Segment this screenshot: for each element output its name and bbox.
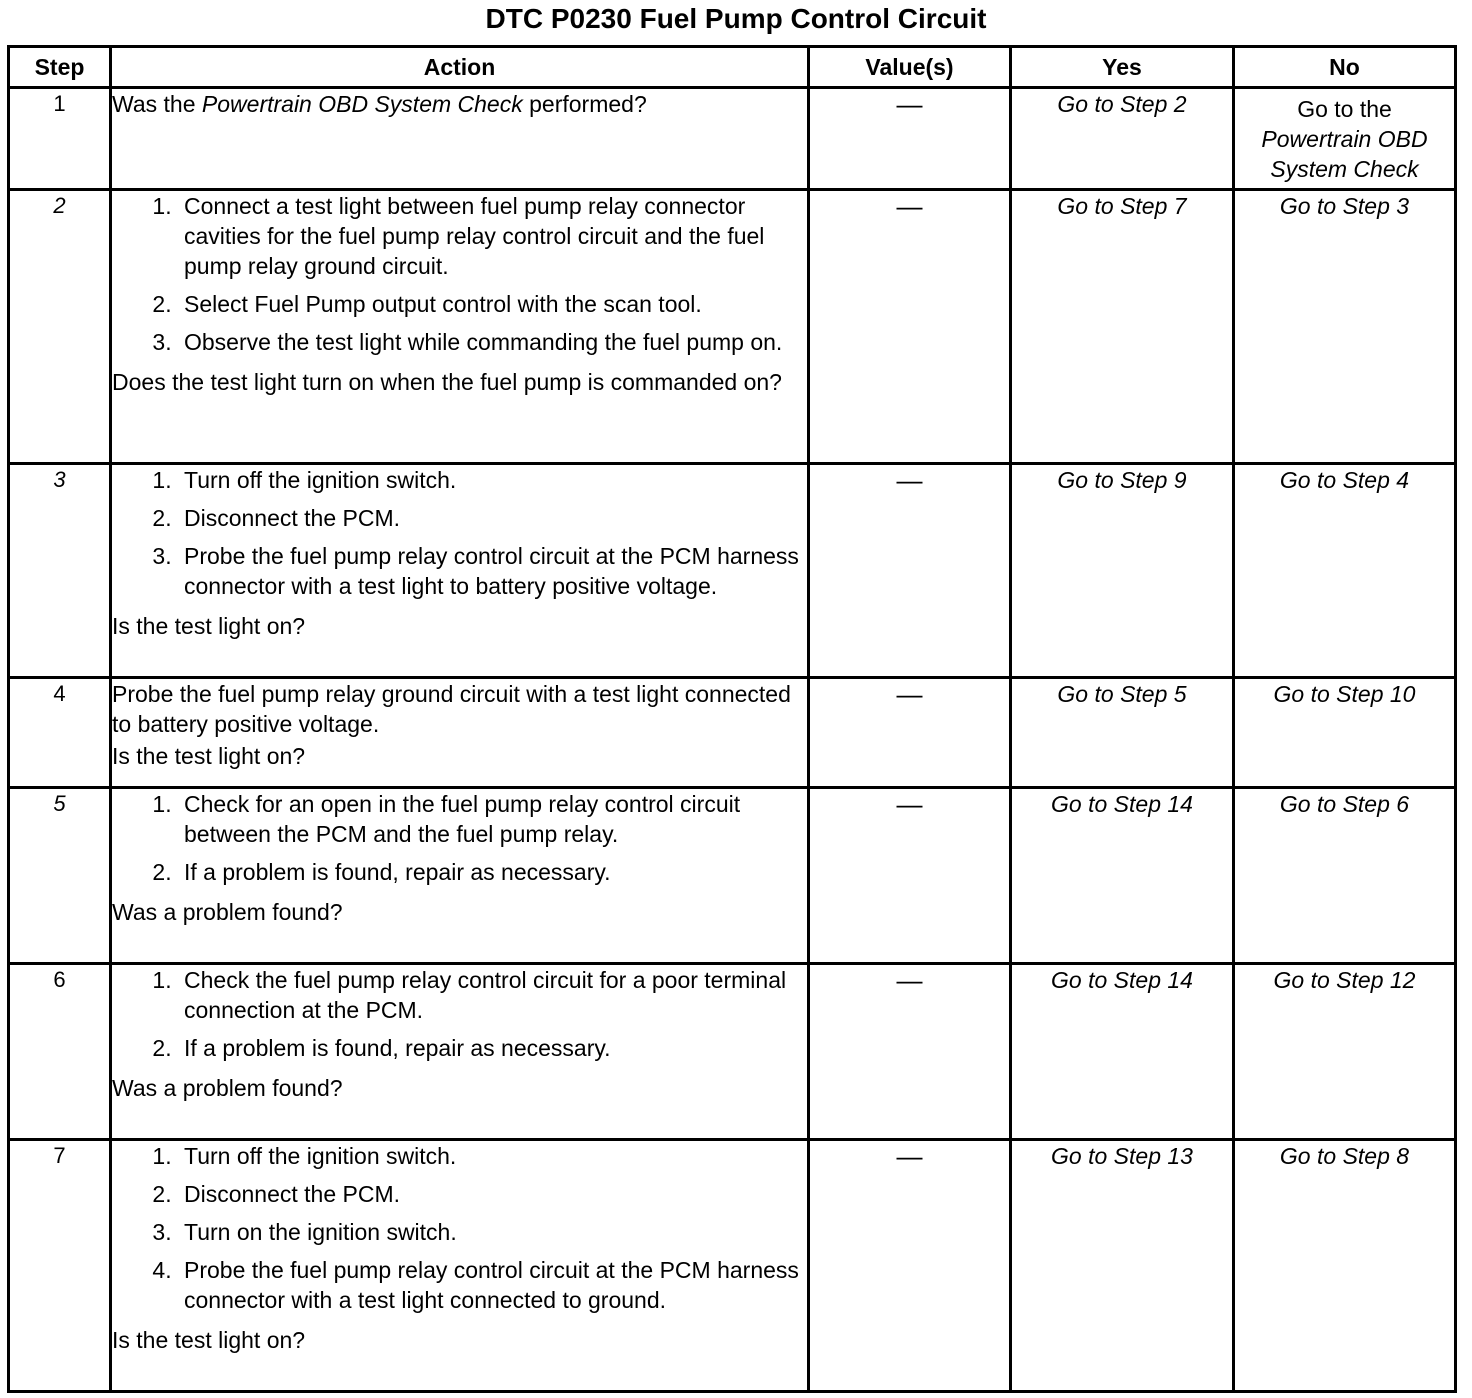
action-step: 3. Probe the fuel pump relay control circuit at the PCM harness connector with a test light to battery positive voltage. — [178, 541, 807, 601]
value-cell: — — [809, 1140, 1011, 1392]
step-number: 4 — [9, 678, 111, 788]
yes-cell: Go to Step 2 — [1011, 88, 1234, 190]
action-step: 3. Turn on the ignition switch. — [178, 1217, 807, 1247]
yes-cell: Go to Step 13 — [1011, 1140, 1234, 1392]
page-title: DTC P0230 Fuel Pump Control Circuit — [485, 3, 987, 34]
action-question: Is the test light on? — [112, 613, 306, 639]
action-steps — [112, 191, 807, 365]
value-cell: — — [809, 964, 1011, 1140]
diagnostic-table — [7, 45, 1457, 1393]
value-cell: — — [809, 678, 1011, 788]
header-action: Action — [111, 47, 809, 88]
yes-cell: Go to Step 14 — [1011, 964, 1234, 1140]
table-row — [9, 88, 1456, 190]
action-step: 3. Observe the test light while commanding the fuel pump on. — [178, 327, 807, 357]
table-row — [9, 1140, 1456, 1392]
header-step: Step — [9, 47, 111, 88]
action-step: 2. Select Fuel Pump output control with the scan tool. — [178, 289, 807, 319]
value-cell: — — [809, 464, 1011, 678]
yes-cell: Go to Step 7 — [1011, 190, 1234, 464]
action-step: 1. Turn off the ignition switch. — [178, 1141, 807, 1171]
action-steps — [112, 1141, 807, 1323]
step-number: 2 — [9, 190, 111, 464]
action-steps — [112, 965, 807, 1071]
no-text: Go to the — [1297, 95, 1392, 122]
header-values: Value(s) — [809, 47, 1011, 88]
action-step: 1. Connect a test light between fuel pump relay connector cavities for the fuel pump relay control circuit and the fuel pump relay ground circuit. — [178, 191, 807, 281]
action-step: 1. Check the fuel pump relay control circuit for a poor terminal connection at the PCM. — [178, 965, 807, 1025]
action-emphasis: Powertrain OBD System Check — [201, 91, 523, 117]
action-step: 2. Disconnect the PCM. — [178, 1179, 807, 1209]
action-cell — [111, 964, 809, 1140]
action-cell — [111, 1140, 809, 1392]
action-step: 1. Turn off the ignition switch. — [178, 465, 807, 495]
step-number: 1 — [9, 88, 111, 190]
table-row — [9, 964, 1456, 1140]
action-step: 4. Probe the fuel pump relay control circuit at the PCM harness connector with a test light connected to ground. — [178, 1255, 807, 1315]
value-cell: — — [809, 788, 1011, 964]
yes-cell: Go to Step 14 — [1011, 788, 1234, 964]
action-question: Is the test light on? — [112, 743, 306, 769]
step-number: 6 — [9, 964, 111, 1140]
action-step: 1. Check for an open in the fuel pump relay control circuit between the PCM and the fuel pump relay. — [178, 789, 807, 849]
action-question: Was a problem found? — [112, 899, 343, 925]
action-question: Does the test light turn on when the fuel pump is commanded on? — [112, 369, 782, 395]
action-step: 2. Disconnect the PCM. — [178, 503, 807, 533]
table-row — [9, 464, 1456, 678]
action-cell — [111, 678, 809, 788]
step-number: 7 — [9, 1140, 111, 1392]
step-number: 5 — [9, 788, 111, 964]
table-row — [9, 678, 1456, 788]
no-cell: Go to Step 4 — [1234, 464, 1456, 678]
action-step: 2. If a problem is found, repair as necessary. — [178, 1033, 807, 1063]
no-cell: Go to Step 12 — [1234, 964, 1456, 1140]
action-cell — [111, 464, 809, 678]
action-steps — [112, 465, 807, 609]
table-row — [9, 788, 1456, 964]
header-yes: Yes — [1011, 47, 1234, 88]
action-steps — [112, 789, 807, 895]
action-step: 2. If a problem is found, repair as necessary. — [178, 857, 807, 887]
no-cell: Go to Step 6 — [1234, 788, 1456, 964]
action-cell — [111, 788, 809, 964]
action-text: Was the — [112, 91, 202, 117]
value-cell: — — [809, 88, 1011, 190]
no-cell: Go to Step 3 — [1234, 190, 1456, 464]
action-cell — [111, 190, 809, 464]
action-cell — [111, 88, 809, 190]
action-text: Probe the fuel pump relay ground circuit with a test light connected to battery positive voltage. — [112, 681, 791, 737]
no-cell: Go to Step 10 — [1234, 678, 1456, 788]
step-number: 3 — [9, 464, 111, 678]
action-question: Was a problem found? — [112, 1075, 343, 1101]
yes-cell: Go to Step 5 — [1011, 678, 1234, 788]
header-no: No — [1234, 47, 1456, 88]
table-header-row — [9, 47, 1456, 88]
no-cell — [1234, 88, 1456, 190]
no-cell: Go to Step 8 — [1234, 1140, 1456, 1392]
value-cell: — — [809, 190, 1011, 464]
no-emphasis: Powertrain OBD System Check — [1261, 125, 1428, 182]
table-row — [9, 190, 1456, 464]
yes-cell: Go to Step 9 — [1011, 464, 1234, 678]
action-text: performed? — [522, 91, 647, 117]
action-question: Is the test light on? — [112, 1327, 306, 1353]
